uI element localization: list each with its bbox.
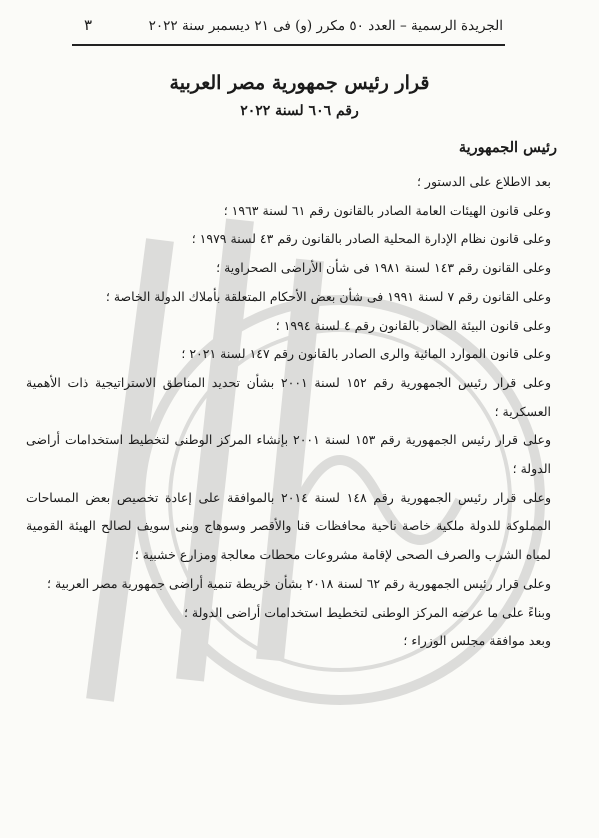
decree-number: رقم ٦٠٦ لسنة ٢٠٢٢: [240, 103, 359, 119]
paragraph: وعلى قانون البيئة الصادر بالقانون رقم ٤ لسنة ١٩٩٤ ؛: [275, 317, 551, 333]
paragraph: وعلى قرار رئيس الجمهورية رقم ٦٢ لسنة ٢٠١٨ بشأن خريطة تنمية أراضى جمهورية مصر العربية ؛: [47, 575, 551, 591]
decree-title: قرار رئيس جمهورية مصر العربية: [169, 72, 430, 94]
paragraph: وعلى قرار رئيس الجمهورية رقم ١٤٨ لسنة ٢٠١٤ بالموافقة على إعادة تخصيص بعض المساحات المملوكة للدولة ملكية خاصة ناحية محافظات قنا والأقصر وسوهاج وبنى سويف لصالح الهيئة القومية لمياه الشرب والصرف الصحى لإقامة مشروعات محطات معالجة ومزارع خشبية ؛: [26, 489, 551, 563]
header-rule: [72, 44, 505, 46]
paragraph: وعلى القانون رقم ١٤٣ لسنة ١٩٨١ فى شأن الأراضى الصحراوية ؛: [216, 260, 551, 276]
page-number: ٣: [84, 16, 93, 34]
paragraph: وعلى قرار رئيس الجمهورية رقم ١٥٣ لسنة ٢٠٠١ بإنشاء المركز الوطنى لتخطيط استخدامات أراضى الدولة ؛: [26, 432, 551, 477]
section-heading: رئيس الجمهورية: [458, 139, 557, 156]
paragraph: وبعد موافقة مجلس الوزراء ؛: [403, 633, 551, 649]
decree-body: [26, 168, 571, 656]
paragraph: وعلى قرار رئيس الجمهورية رقم ١٥٢ لسنة ٢٠٠١ بشأن تحديد المناطق الاستراتيجية ذات الأهمية العسكرية ؛: [26, 374, 551, 419]
running-header: الجريدة الرسمية – العدد ٥٠ مكرر (و) فى ٢١ ديسمبر سنة ٢٠٢٢: [148, 18, 503, 34]
paragraph: بعد الاطلاع على الدستور ؛: [416, 174, 551, 189]
paragraph: وعلى قانون الموارد المائية والرى الصادر بالقانون رقم ١٤٧ لسنة ٢٠٢١ ؛: [181, 346, 551, 362]
paragraph: وعلى قانون الهيئات العامة الصادر بالقانون رقم ٦١ لسنة ١٩٦٣ ؛: [223, 202, 551, 218]
paragraph: وعلى القانون رقم ٧ لسنة ١٩٩١ فى شأن بعض الأحكام المتعلقة بأملاك الدولة الخاصة ؛: [105, 288, 551, 304]
paragraph: وعلى قانون نظام الإدارة المحلية الصادر بالقانون رقم ٤٣ لسنة ١٩٧٩ ؛: [191, 231, 551, 247]
paragraph: وبناءً على ما عرضه المركز الوطنى لتخطيط استخدامات أراضى الدولة ؛: [183, 604, 551, 620]
